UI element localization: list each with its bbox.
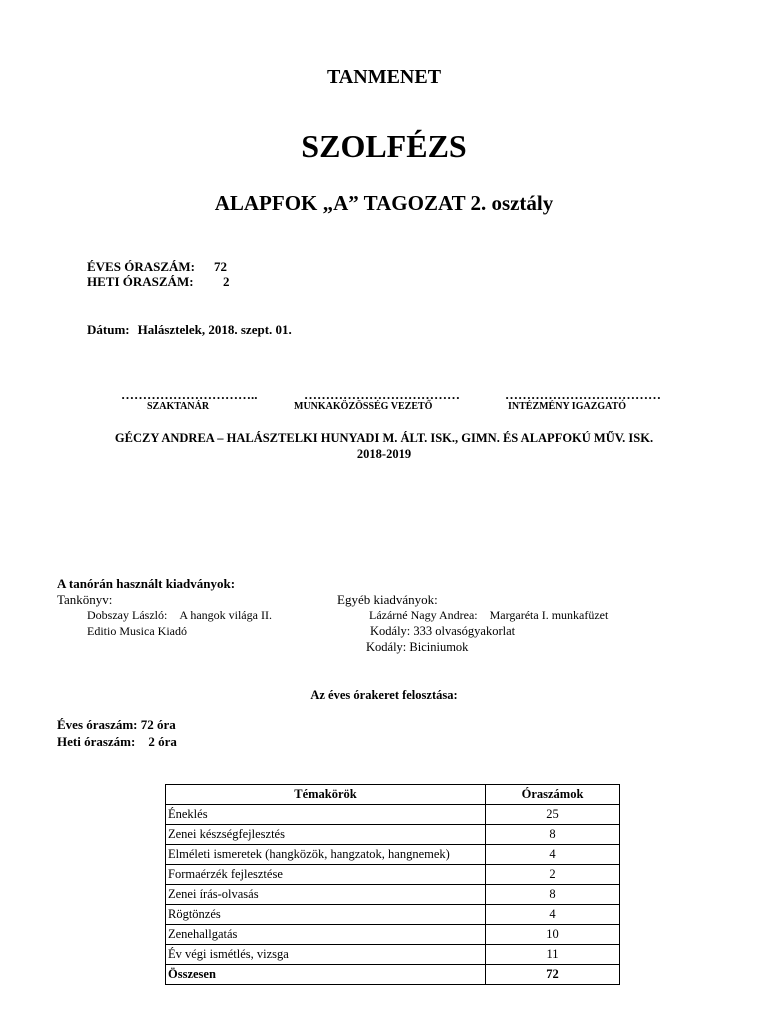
hours-distribution-table (165, 784, 620, 985)
hours-cell: 8 (486, 825, 620, 845)
other-publication-kodaly-333: Kodály: 333 olvasógyakorlat (370, 624, 516, 638)
other-publications-label: Egyéb kiadványok: (337, 592, 438, 607)
signature-line-teacher: ………………………….. (121, 387, 258, 402)
table-total-row (166, 965, 620, 985)
school-year: 2018-2019 (356, 447, 412, 461)
other-publication-kodaly-bicinia: Kodály: Biciniumok (366, 640, 469, 654)
textbook-publisher: Editio Musica Kiadó (87, 624, 187, 638)
topic-cell: Rögtönzés (166, 905, 486, 925)
topic-cell: Év végi ismétlés, vizsga (166, 945, 486, 965)
date-value: Halásztelek, 2018. szept. 01. (137, 322, 292, 337)
topic-cell: Zenei készségfejlesztés (166, 825, 486, 845)
topic-cell: Éneklés (166, 805, 486, 825)
weekly-hours-summary: Heti óraszám: 2 óra (57, 734, 177, 749)
hours-cell: 10 (486, 925, 620, 945)
table-header-row (166, 785, 620, 805)
other-publication-title: Margaréta I. munkafüzet (489, 608, 609, 622)
topic-cell: Formaérzék fejlesztése (166, 865, 486, 885)
annual-hours-value: 72 (214, 259, 227, 274)
date-label: Dátum: (87, 322, 130, 337)
table-row (166, 885, 620, 905)
textbook-entry (87, 608, 272, 623)
hours-cell: 8 (486, 885, 620, 905)
signature-line-director: ……………………………… (505, 387, 661, 402)
hours-cell: 2 (486, 865, 620, 885)
publications-heading: A tanórán használt kiadványok: (57, 576, 236, 591)
distribution-heading: Az éves órakeret felosztása: (310, 688, 458, 702)
school-line: GÉCZY ANDREA – HALÁSZTELKI HUNYADI M. ÁLT. ISK., GIMN. ÉS ALAPFOKÚ MŰV. ISK. (114, 431, 654, 445)
hours-cell: 11 (486, 945, 620, 965)
table-row (166, 825, 620, 845)
table-row (166, 865, 620, 885)
date-row (87, 322, 292, 338)
total-value: 72 (486, 965, 620, 985)
header-hours: Óraszámok (486, 785, 620, 805)
document-type-heading: TANMENET (326, 66, 442, 88)
hours-cell: 4 (486, 905, 620, 925)
other-publication-entry (369, 608, 608, 623)
table-row (166, 905, 620, 925)
other-publication-author: Lázárné Nagy Andrea: (369, 608, 478, 622)
table-row (166, 805, 620, 825)
textbook-author: Dobszay László: (87, 608, 168, 622)
textbook-label: Tankönyv: (57, 592, 113, 607)
signature-label-director: INTÉZMÉNY IGAZGATÓ (508, 401, 627, 412)
topic-cell: Zenehallgatás (166, 925, 486, 945)
annual-hours-label: ÉVES ÓRASZÁM: (87, 259, 195, 274)
subject-title: SZOLFÉZS (301, 128, 467, 164)
signature-line-head: ……………………………… (304, 387, 460, 402)
topic-cell: Zenei írás-olvasás (166, 885, 486, 905)
total-label: Összesen (166, 965, 486, 985)
signature-label-head: MUNKAKÖZÖSSÉG VEZETŐ (294, 401, 433, 412)
table-row (166, 925, 620, 945)
weekly-hours-value: 2 (223, 274, 230, 289)
textbook-title: A hangok világa II. (179, 608, 272, 622)
topic-cell: Elméleti ismeretek (hangközök, hangzatok, hangnemek) (166, 845, 486, 865)
table-row (166, 945, 620, 965)
table-row (166, 845, 620, 865)
hours-cell: 4 (486, 845, 620, 865)
header-topics: Témakörök (166, 785, 486, 805)
signature-label-teacher: SZAKTANÁR (147, 401, 210, 412)
yearly-hours-summary: Éves óraszám: 72 óra (57, 717, 176, 732)
level-subtitle: ALAPFOK „A” TAGOZAT 2. osztály (214, 191, 554, 215)
weekly-hours-label: HETI ÓRASZÁM: (87, 274, 194, 289)
hours-cell: 25 (486, 805, 620, 825)
